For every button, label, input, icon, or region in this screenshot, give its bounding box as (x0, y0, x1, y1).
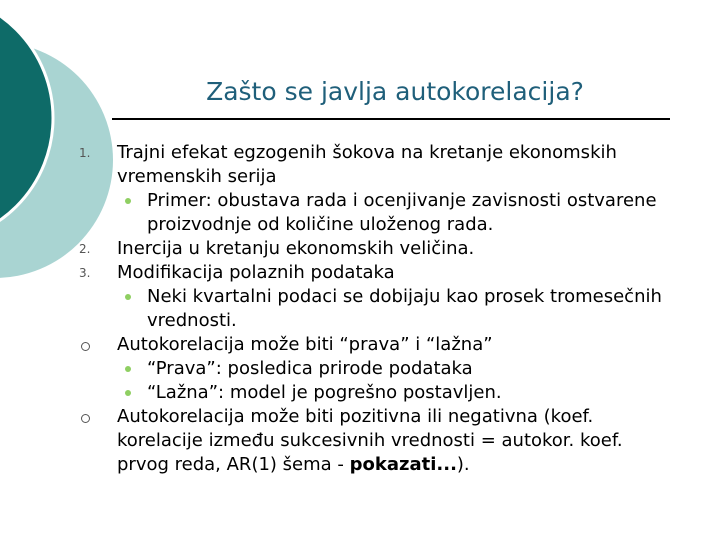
list-number: 2. (79, 242, 91, 256)
list-item-text: Inercija u kretanju ekonomskih veličina. (117, 238, 475, 259)
sub-item-text: Primer: obustava rada i ocenjivanje zavisnosti ostvarene proizvodnje od količine uloženog rada. (147, 190, 657, 235)
list-item (117, 333, 677, 357)
list-item-sub (117, 189, 677, 237)
list-number: 1. (79, 146, 91, 160)
emphasis-text: pokazati... (349, 454, 457, 475)
list-item (117, 405, 677, 477)
list-item-text-end: ). (456, 454, 470, 475)
list-item (79, 141, 677, 189)
list-item-text: Trajni efekat egzogenih šokova na kretanje ekonomskih vremenskih serija (117, 142, 617, 187)
sub-item-text: “Prava”: posledica prirode podataka (147, 358, 473, 379)
bullet-dot-icon (125, 198, 131, 204)
bullet-dot-icon (125, 390, 131, 396)
bullet-dot-icon (125, 366, 131, 372)
list-item (79, 261, 677, 285)
slide-content (0, 141, 720, 477)
sub-item-text: Neki kvartalni podaci se dobijaju kao prosek tromesečnih vrednosti. (147, 286, 662, 331)
list-item-text: Autokorelacija može biti “prava” i “lažna” (117, 334, 493, 355)
slide-title: Zašto se javlja autokorelacija? (206, 77, 584, 106)
circle-bullet-icon (81, 342, 90, 351)
list-item (79, 237, 677, 261)
title-underline (112, 118, 670, 120)
bullet-dot-icon (125, 294, 131, 300)
list-item-text: Autokorelacija može biti pozitivna ili negativna (koef. korelacije između sukcesivnih vrednosti = autokor. koef. prvog reda, AR(1) šema - (117, 406, 623, 475)
sub-item-text: “Lažna”: model je pogrešno postavljen. (147, 382, 502, 403)
list-number: 3. (79, 266, 91, 280)
circle-bullet-icon (81, 414, 90, 423)
list-item-sub (117, 357, 677, 381)
list-item-text: Modifikacija polaznih podataka (117, 262, 395, 283)
list-item-sub (117, 381, 677, 405)
list-item-sub (117, 285, 677, 333)
